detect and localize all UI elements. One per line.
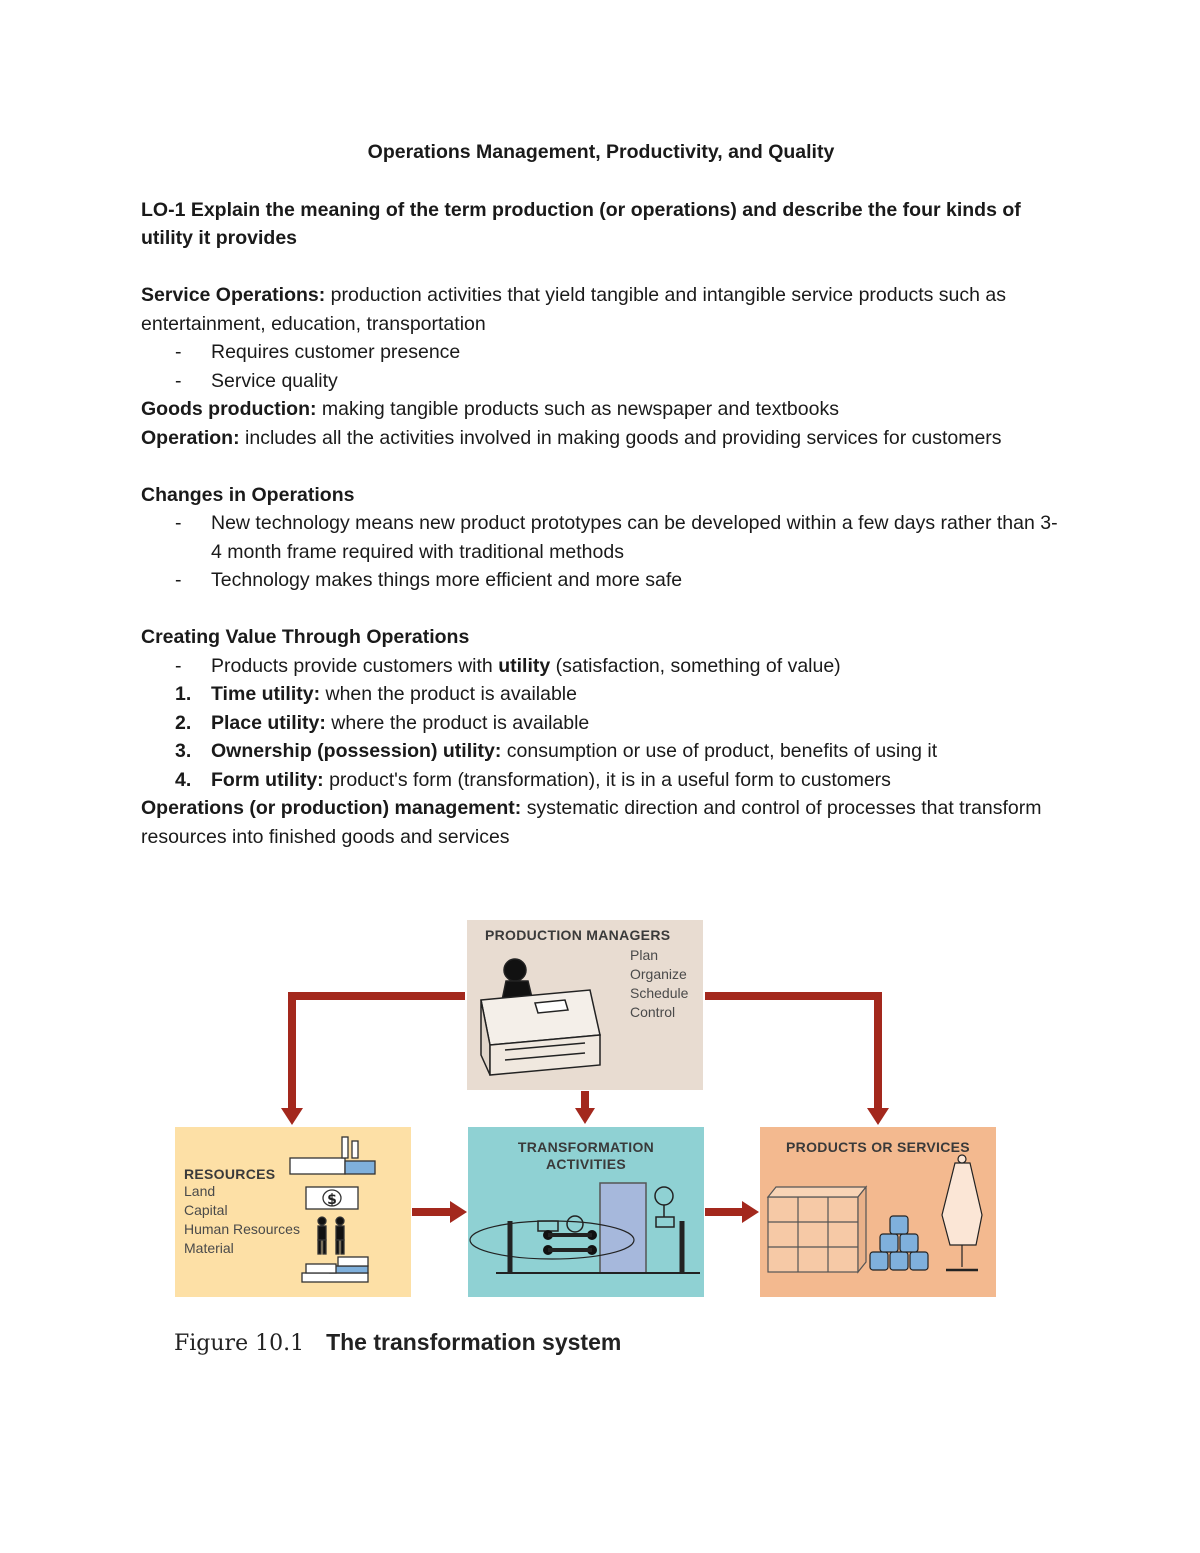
utility-number: 3. <box>175 740 192 762</box>
list-item <box>141 652 1061 681</box>
figure-caption <box>174 1329 621 1356</box>
service-operations-paragraph <box>141 281 1061 338</box>
page-title: Operations Management, Productivity, and Quality <box>367 141 835 163</box>
service-operations-term: Service Operations: <box>141 284 326 306</box>
utility-term: Form utility: <box>211 768 324 791</box>
document-body <box>141 138 1061 851</box>
operations-management-definition: systematic direction and control of processes that transform resources into finished goods and services <box>141 797 1042 848</box>
list-item: - Requires customer presence <box>141 338 1061 367</box>
manager-task: Schedule <box>630 985 689 1001</box>
resource-item: Capital <box>184 1202 228 1218</box>
goods-production-definition: making tangible products such as newspaper and textbooks <box>316 398 839 420</box>
utility-number: 2. <box>175 711 192 734</box>
operation-term: Operation: <box>141 426 240 449</box>
resource-item: Material <box>184 1240 234 1256</box>
utility-term: Time utility: <box>211 683 321 705</box>
arrowhead-down <box>575 1108 595 1124</box>
utility-number: 1. <box>175 683 192 705</box>
products-title: PRODUCTS OR SERVICES <box>786 1139 970 1155</box>
production-managers-box <box>485 927 670 943</box>
arrowhead-down <box>867 1108 889 1125</box>
arrowhead-down <box>281 1108 303 1125</box>
operation-definition: includes all the activities involved in making goods and providing services for customers <box>239 426 1002 449</box>
lo1-heading-text: LO-1 Explain the meaning of the term production (or operations) and describe the four kinds of utility it provides <box>141 198 1021 249</box>
goods-production-paragraph <box>141 395 1061 424</box>
utility-item <box>141 737 1061 766</box>
transformation-title-line2: ACTIVITIES <box>545 1156 626 1172</box>
utility-definition: product's form (transformation), it is in a useful form to customers <box>323 768 891 791</box>
operation-paragraph <box>141 424 1061 453</box>
resources-box <box>184 1166 300 1258</box>
value-heading-text: Creating Value Through Operations <box>141 626 470 648</box>
money-symbol: $ <box>327 1192 337 1208</box>
arrow-to-products <box>705 996 878 1110</box>
value-heading <box>141 623 1061 652</box>
value-bullet-post: (satisfaction, something of value) <box>550 654 841 677</box>
figure-title: The transformation system <box>326 1329 622 1355</box>
arrowhead-right <box>742 1201 759 1223</box>
value-bullets <box>141 652 1061 681</box>
utility-list <box>141 680 1061 794</box>
list-item: - New technology means new product prototypes can be developed within a few days rather than 3-4 month frame required with traditional methods <box>141 509 1061 566</box>
utility-number: 4. <box>175 768 192 791</box>
service-bullets <box>141 338 1061 395</box>
utility-definition: when the product is available <box>320 683 577 705</box>
figure-number: Figure 10.1 <box>174 1331 305 1356</box>
value-bullet-bold: utility <box>498 654 551 677</box>
service-operations-definition: production activities that yield tangible and intangible service products such as entertainment, education, transportation <box>141 284 1006 335</box>
arrow-to-resources <box>292 996 465 1110</box>
utility-item <box>141 680 1061 709</box>
utility-term: Place utility: <box>211 711 326 734</box>
arrowhead-right <box>450 1201 467 1223</box>
factory-annex <box>345 1161 375 1174</box>
lo1-heading <box>141 196 1061 253</box>
operations-management-paragraph <box>141 794 1061 851</box>
utility-definition: consumption or use of product, benefits of using it <box>501 740 938 762</box>
resource-item: Human Resources <box>184 1221 300 1237</box>
production-managers-title: PRODUCTION MANAGERS <box>485 927 671 943</box>
utility-term: Ownership (possession) utility: <box>211 740 502 762</box>
utility-item <box>141 709 1061 738</box>
manager-task: Plan <box>630 947 659 963</box>
utility-item <box>141 766 1061 795</box>
transformation-system-figure <box>170 915 1010 1375</box>
transformation-title-line1: TRANSFORMATION <box>517 1139 655 1155</box>
goods-production-term: Goods production: <box>141 398 317 420</box>
changes-bullets <box>141 509 1061 595</box>
changes-heading <box>141 481 1061 510</box>
products-box <box>760 1139 996 1155</box>
manager-task: Control <box>630 1004 676 1020</box>
list-item: - Technology makes things more efficient and more safe <box>141 566 1061 595</box>
manager-task: Organize <box>630 966 687 982</box>
resources-title: RESOURCES <box>184 1166 276 1182</box>
operations-management-term: Operations (or production) management: <box>141 797 522 819</box>
boxes-grid-icon <box>768 1187 866 1272</box>
utility-definition: where the product is available <box>325 711 590 734</box>
transformation-box <box>468 1139 704 1173</box>
changes-heading-text: Changes in Operations <box>141 483 355 506</box>
list-item: - Service quality <box>141 367 1061 396</box>
value-bullet-pre: Products provide customers with <box>211 654 499 677</box>
production-managers-list <box>630 946 688 1022</box>
resource-item: Land <box>184 1183 216 1199</box>
